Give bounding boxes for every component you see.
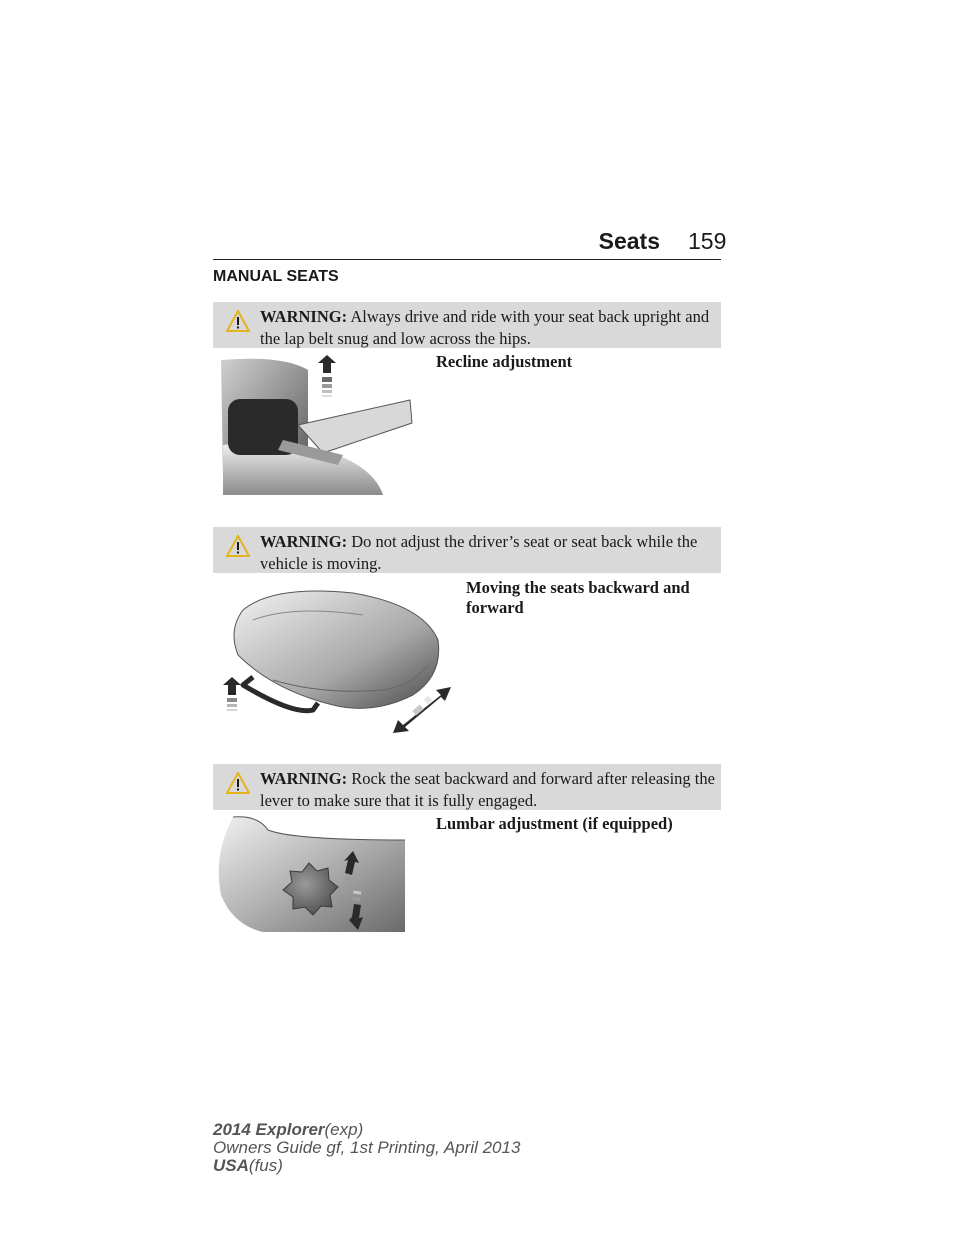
warning-label: WARNING: <box>260 532 348 551</box>
seat-fore-aft-illustration <box>213 585 458 740</box>
warning-text <box>260 768 715 812</box>
footer-line-market: USA(fus) <box>213 1156 283 1175</box>
lumbar-adjustment-illustration <box>213 815 405 933</box>
footer-line-edition: Owners Guide gf, 1st Printing, April 2013 <box>213 1138 521 1157</box>
section-heading: MANUAL SEATS <box>213 268 339 285</box>
footer-line-model: 2014 Explorer(exp) <box>213 1120 364 1139</box>
page-number: 159 <box>688 228 727 254</box>
warning-body: Do not adjust the driver’s seat or seat back while the vehicle is moving. <box>260 532 698 573</box>
warning-label: WARNING: <box>260 769 348 788</box>
figure-caption-lumbar: Lumbar adjustment (if equipped) <box>436 814 673 833</box>
figure-caption-moving: Moving the seats backward and forward <box>466 578 690 617</box>
warning-triangle-icon <box>226 310 250 332</box>
warning-box <box>213 527 721 573</box>
figure-caption-recline: Recline adjustment <box>436 352 573 371</box>
warning-body: Rock the seat backward and forward after releasing the lever to make sure that it is fully engaged. <box>260 769 715 810</box>
warning-body: Always drive and ride with your seat back upright and the lap belt snug and low across the hips. <box>260 307 710 348</box>
warning-label: WARNING: <box>260 307 348 326</box>
warning-box <box>213 302 721 348</box>
recline-adjustment-illustration <box>213 355 413 498</box>
warning-text <box>260 531 715 575</box>
page-section-title: Seats <box>598 228 660 254</box>
warning-triangle-icon <box>226 535 250 557</box>
warning-box <box>213 764 721 810</box>
warning-triangle-icon <box>226 772 250 794</box>
document-footer <box>213 1121 520 1175</box>
warning-text <box>260 306 715 350</box>
header-divider <box>213 259 721 260</box>
